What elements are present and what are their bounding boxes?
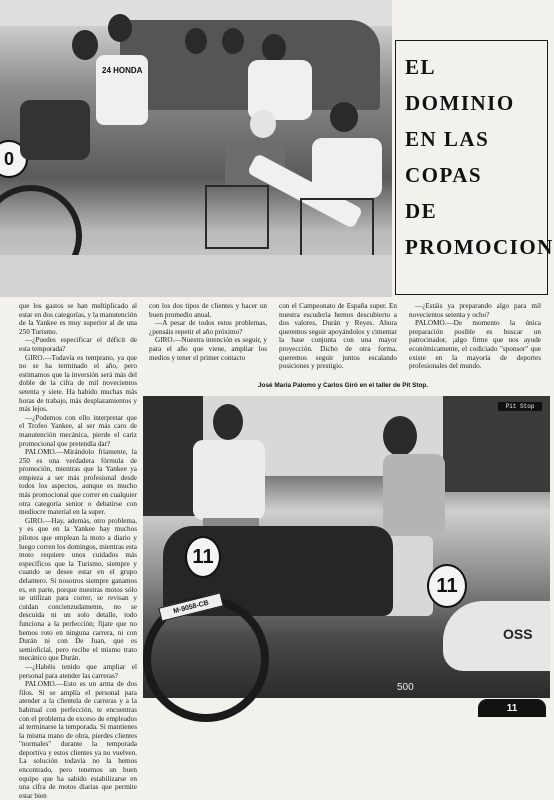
headline-line: DOMINIO [405, 91, 515, 115]
paragraph: que los gastos se han multiplicado al estar en dos categorías, y la manutención de la Yankee es muy superior al de una 250 Turismo. [19, 302, 137, 336]
license-plate: M-9058-CB [158, 592, 223, 621]
person-shirt [383, 454, 445, 534]
headline-line: EN LAS [405, 127, 490, 151]
person-head [72, 30, 98, 60]
motorbike-tank [20, 100, 90, 160]
race-number-plate-right: 11 [427, 564, 467, 608]
person-head [250, 110, 276, 138]
paragraph: —¿Habéis tenido que ampliar el personal para atender las carreras? [19, 662, 137, 680]
headline-box [395, 40, 554, 295]
article-column-2 [149, 302, 267, 362]
person-head [330, 102, 358, 132]
person-head [262, 34, 286, 62]
paragraph: —¿Podemos con ello interpretar que el Trofeo Yankee, al ser más caro de manutención mecánica, pierde el cariz promocional que pretendía dar? [19, 413, 137, 448]
workshop-photo [143, 396, 550, 698]
article-column-3 [279, 302, 397, 371]
person-shirt [193, 440, 265, 520]
tank-brand-mark: OSS [503, 626, 533, 642]
shop-sign: Pit Stop [498, 402, 542, 411]
paragraph: —¿Estáis ya preparando algo para mil novecientos setenta y ocho? [409, 302, 541, 319]
person-head [185, 28, 207, 54]
folding-chair [300, 198, 374, 262]
article-column-1 [19, 302, 137, 800]
motorbike-tank [443, 601, 550, 671]
paragraph: GIRO.—Todavía es temprano, ya que no se ha terminado el año, pero estimamos que la inversión será más del doble de la cifra de mil novecientos setenta y siete. Ha habido muchas más horas de trabajo, más desplazamientos y más lejos. [19, 353, 137, 414]
headline [405, 49, 554, 265]
paragraph: con los dos tipos de clientes y hacer un buen promedio anual. [149, 302, 267, 319]
person-head [383, 416, 417, 456]
page-number: 11 [478, 699, 546, 717]
jersey-text: 24 HONDA [102, 66, 143, 75]
article-column-4 [409, 302, 541, 371]
person-head [222, 28, 244, 54]
person-head [213, 404, 243, 440]
race-number-plate: 0 [0, 140, 28, 178]
paragraph: GIRO.—Nuestra intención es seguir, y para el año que viene, ampliar los medios y tener el primer contacto [149, 336, 267, 362]
headline-line: COPAS [405, 163, 483, 187]
paragraph: —¿Puedes especificar el déficit de esta temporada? [19, 336, 137, 353]
photo-caption: José María Palomo y Carlos Giró en el taller de Pit Stop. [258, 382, 429, 389]
bike-model-label: 500 [397, 682, 414, 693]
paragraph: PALOMO.—De momento la única preparación posible es buscar un patrocinador, ¡algo firme que nos ayude económicamente, el codiciado "sponsor" que existe en la mayoría de deportes profesionales del mundo. [409, 319, 541, 371]
paragraph: con el Campeonato de España super. En nuestra escudería hemos descubierto a dos valores, Durán y Reyes. Ahora queremos seguir apoyándolos y cimentar la base conjunta con una mayor proyección. Dicho de otra forma, queremos seguir juntos escalando posiciones y prestigio. [279, 302, 397, 371]
paragraph: PALOMO.—Esto es un arma de dos filos. Si se amplía el personal para atender a la clientela de carreras y a la habitual con perfección, te encuentras con el problema de exceso de empleados al terminarse la temporada. Si mantienes la misma mano de obra, pierdes clientes "normales" durante la temporada deportiva y estos clientes ya no vuelven. La solución todavía no la hemos encontrado, pero tenemos un buen equipo que ha sabido estabilizarse en una cifra de motos diarias que permite estar bien [19, 680, 137, 800]
paragraph: PALOMO.—Mirándolo fríamente, la 250 es una verdadera fórmula de promoción, mientras que la Yankee ya empieza a ser más profesional desde todos los aspectos, aunque es mucho más promocional que correr en cualquier otra categoría senior o debatirse con mediocre material en la super. [19, 448, 137, 517]
ground [0, 255, 392, 297]
race-number-plate-left: 11 [185, 536, 221, 578]
team-photo-paddock [0, 0, 392, 297]
headline-line: PROMOCION [405, 235, 554, 259]
folding-chair [205, 185, 269, 249]
person-head [108, 14, 132, 42]
headline-line: EL [405, 55, 437, 79]
paragraph: —A pesar de todos estos problemas, ¿pensáis repetir el año próximo? [149, 319, 267, 336]
headline-line: DE [405, 199, 438, 223]
paragraph: GIRO.—Hay, además, otro problema, y es que en la Yankee hay muchos pilotos que emplean la moto a diario y luego corren los domingos, mientras esta moto requiere unos cuidados más específicos que la Turismo, siempre y cuando se desee estar en el grupo delantero. Si nosotros siempre ganamos es, en parte, porque nuestras motos sólo se utilizan para correr, se revisan y cuidan concienzudamente, no se descuida ni un solo detalle, todo funciona a la perfección; fíjate que no hemos roto en ninguna carrera, ni con Durán ni con De Juan, que es semioficial, pero recibe el mismo trato mecánico que Durán. [19, 516, 137, 663]
